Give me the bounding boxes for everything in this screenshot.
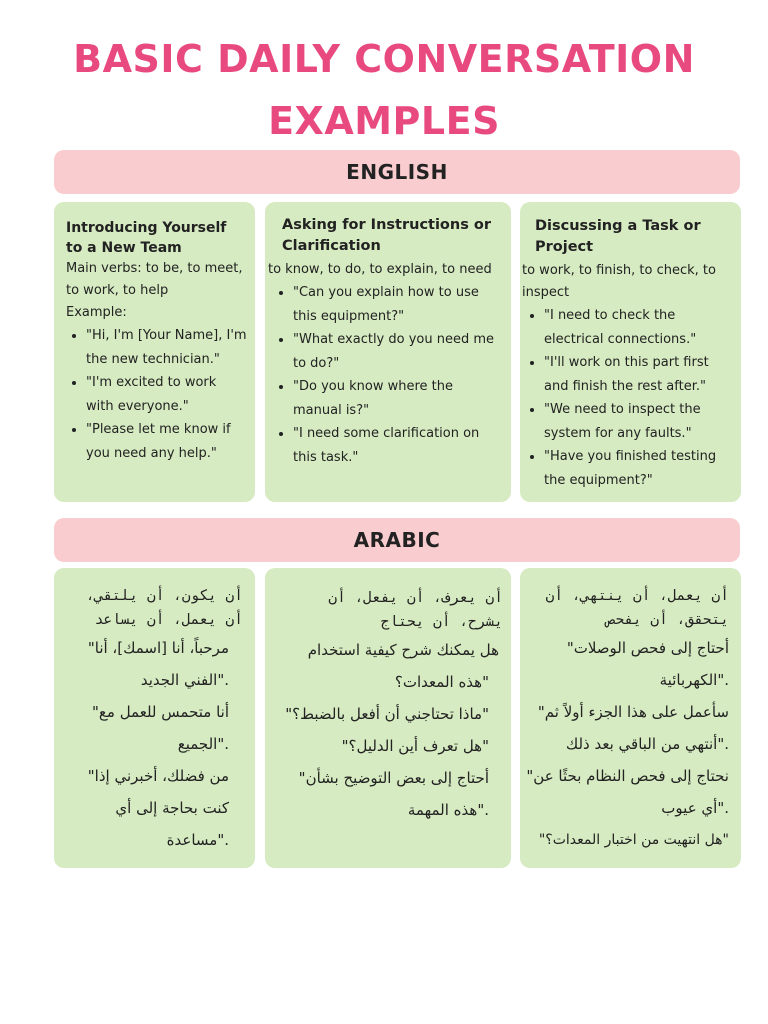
list-item: • "Hi, I'm [Your Name], I'm the new technician." [86,324,247,371]
arabic-line: "ماذا تحتاجني أن أفعل بالضبط؟" [285,705,489,723]
arabic-verbs-line: يتحقق، أن يفحص [606,612,729,628]
arabic-section-heading: ARABIC [54,518,740,562]
list-item: • "Please let me know if you need any help." [86,418,247,465]
page-title-line-2: EXAMPLES [268,99,500,143]
arabic-line: نحتاج إلى فحص النظام بحثًا عن" [526,767,729,785]
card-example-label: Example: [66,305,127,320]
list-item: • "I need some clarification on this task." [293,422,503,469]
arabic-verbs-line: أن يكون، أن يلتقي، [85,588,243,604]
arabic-line: ."مساعدة [166,831,229,849]
arabic-verbs-line: يشرح، أن يحتاج [380,614,503,630]
arabic-line: مرحباً، أنا [اسمك]، أنا" [87,639,229,657]
arabic-line: من فضلك، أخبرني إذا" [87,767,229,785]
list-item: • "Can you explain how to use this equipment?" [293,281,503,328]
list-item: • "I need to check the electrical connections." [544,304,733,351]
arabic-line: سأعمل على هذا الجزء أولاً ثم" [537,703,729,721]
card-title: Discussing a Task or Project [535,218,701,255]
arabic-line: "هل انتهيت من اختبار المعدات؟" [538,832,729,848]
arabic-verbs-line: أن يعمل، أن ينتهي، أن [545,588,729,604]
arabic-line: ."هذه المهمة [407,801,489,819]
list-item: • "What exactly do you need me to do?" [293,328,503,375]
list-item: • "Do you know where the manual is?" [293,375,503,422]
arabic-verbs-line: أن يعمل، أن يساعد [94,612,243,628]
arabic-line: كنت بحاجة إلى أي [115,799,229,817]
page-title-line-1: BASIC DAILY CONVERSATION [73,37,695,81]
arabic-line: ."أنتهي من الباقي بعد ذلك [565,735,729,753]
arabic-line: ."الجميع [177,735,229,753]
card-verbs: to work, to finish, to check, to inspect [522,263,716,300]
arabic-line: ."أي عيوب [661,799,729,817]
card-title: Asking for Instructions or Clarification [282,217,492,254]
english-card-discussing [520,202,741,502]
arabic-line: "هل تعرف أين الدليل؟" [341,737,489,755]
list-item: • "I'm excited to work with everyone." [86,371,247,418]
arabic-line: ."الفني الجديد [140,671,229,689]
example-list [66,324,247,465]
list-item: • "I'll work on this part first and finish the rest after." [544,351,733,398]
arabic-card-asking [265,568,511,868]
card-title: Introducing Yourself to a New Team [66,220,227,256]
arabic-line: أحتاج إلى فحص الوصلات" [566,639,729,657]
arabic-line: أنا متحمس للعمل مع" [92,703,229,721]
card-verbs: Main verbs: to be, to meet, to work, to help [66,261,243,298]
arabic-line: "هذه المعدات؟ [394,673,489,691]
english-card-asking [265,202,511,502]
arabic-card-discussing [520,568,741,868]
arabic-card-introducing [54,568,255,868]
example-list [268,281,503,469]
english-section-heading: ENGLISH [54,150,740,194]
arabic-line: ."الكهربائية [659,671,729,689]
list-item: • "Have you finished testing the equipment?" [544,445,733,492]
example-list [522,304,733,492]
arabic-verbs-line: أن يعرف، أن يفعل، أن [328,590,503,606]
card-verbs: to know, to do, to explain, to need [268,262,492,277]
list-item: • "We need to inspect the system for any faults." [544,398,733,445]
arabic-line: أحتاج إلى بعض التوضيح بشأن" [298,769,489,787]
arabic-line: هل يمكنك شرح كيفية استخدام [307,641,499,659]
english-card-introducing [54,202,255,502]
